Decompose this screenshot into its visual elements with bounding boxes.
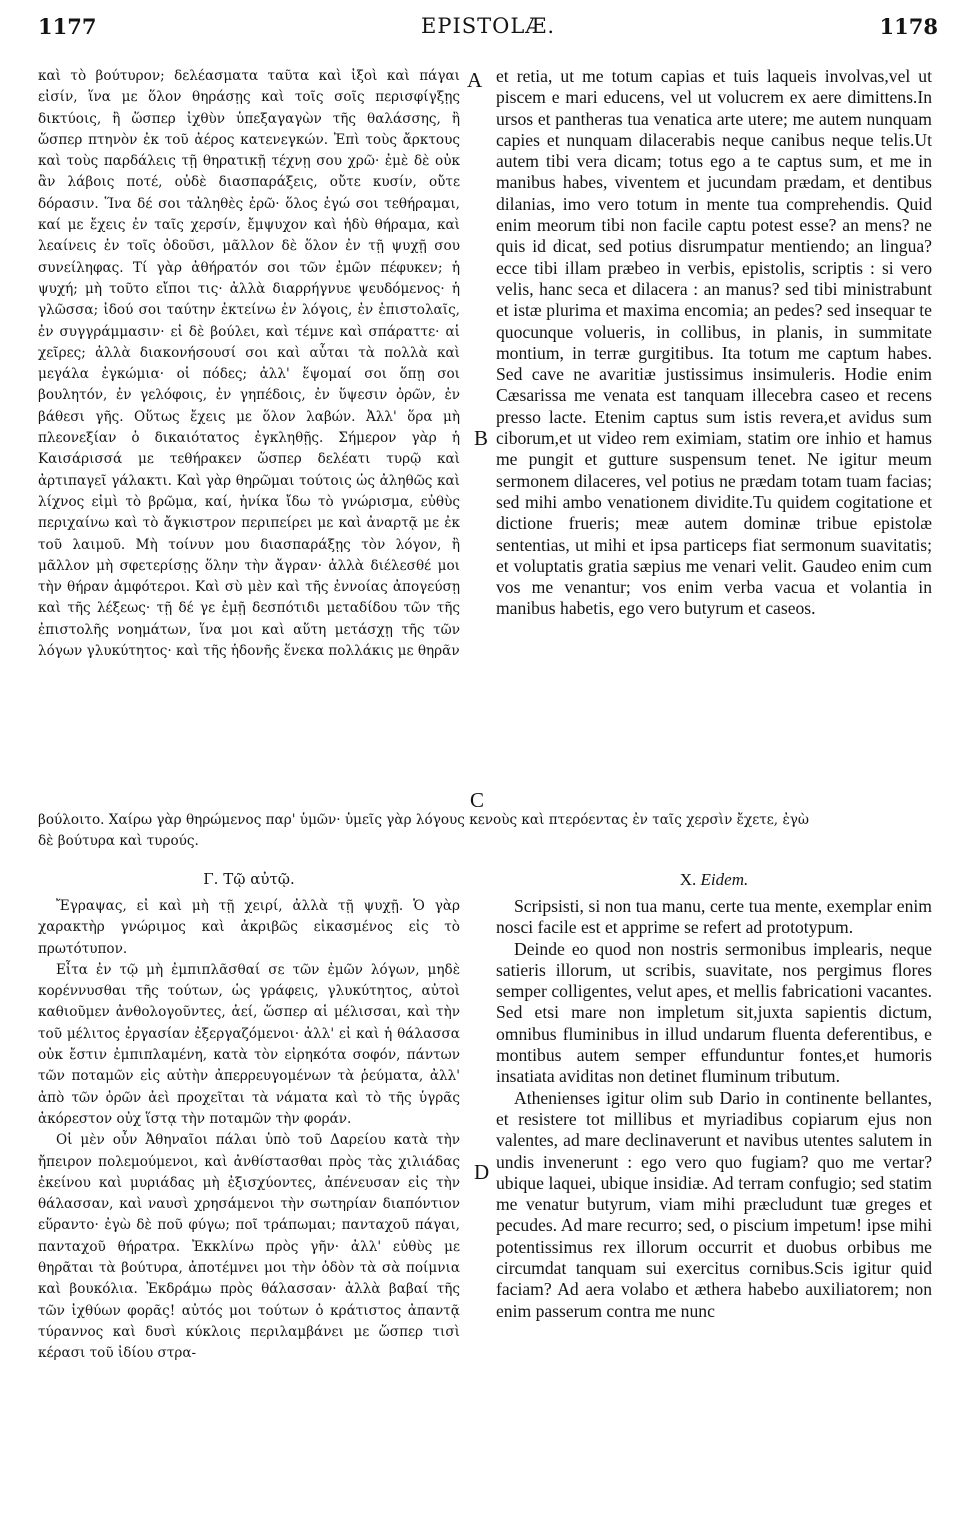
latin-title-number: X. [679,870,697,889]
latin-column-bottom [496,896,932,1322]
latin-letter-title [496,870,932,890]
latin-paragraph: Athenienses igitur olim sub Dario in continente bellantes, et resistere tot millibus et myriadibus copiarum ejus non valentes, ad mare declinaverunt et navibus utentes salutem in undis invenerunt : ego vero quo fugiam? quo me vertar? ubique laquei, ubique insidiæ. Ad terram confugio; sed statim me venatur butyrum, viam mihi præcludunt tuæ greges et pecudes. Ad mare recurro; sed, o piscium impetum! ipse mihi potentissimus rex illorum occurrit et duobus orbibus me circumdat tanquam sui exercitus cornibus.Scis igitur quid faciam? Ad aera volabo et æthera habebo auxiliatorem; non enim passerum contra me nunc [496,1087,932,1321]
bridge-end-text: δὲ βούτυρα καὶ τυρούς. [38,833,199,849]
bridge-end [38,831,938,852]
greek-title-text: Γ. Τῷ αὐτῷ. [203,870,295,888]
page-header [38,14,938,48]
greek-column-top [38,66,460,662]
greek-column-bottom [38,896,460,1365]
latin-column-top [496,66,932,620]
running-title: EPISTOLÆ. [420,14,555,38]
greek-paragraph: Οἱ μὲν οὖν Ἀθηναῖοι πάλαι ὑπὸ τοῦ Δαρείου κατὰ τὴν ἤπειρον πολεμούμενοι, καὶ ἀνθίστασθαι πρὸς τὰς χιλιάδας ἐκείνου καὶ μυριάδας μὴ ἐξισχύοντες, ἀπένευσαν εἰς τὴν θάλασσαν, καὶ ναυσὶ χρησάμενοι τὴν σωτηρίαν διαπόντιον εὕραντο· ἐγὼ δὲ ποῦ φύγω; ποῖ τράπωμαι; πανταχοῦ πάγαι, πανταχοῦ θήρατρα. Ἐκκλίνω πρὸς γῆν· ἀλλ' εὐθὺς με θηρᾶται τὰ βούτυρα, ἀποτέμνει μοι τὴν ὁδὸν τὰ σὰ ποίμνια καὶ βουκόλια. Ἐκδράμω πρὸς θάλασσαν· ἀλλὰ βαβαί τῆς τῶν ἰχθύων φορᾶς! αὐτός μοι τούτων ὁ κράτιστος ἀπαντᾷ τύραννος καὶ δυσὶ κύκλοις περιλαμβάνει με ὥσπερ τισὶ κέρασι τοῦ ἰδίου στρα- [38,1132,460,1362]
margin-marker-c: C [470,788,485,812]
margin-marker-a: A [467,68,483,92]
latin-paragraph: Scripsisti, si non tua manu, certe tua mente, exemplar enim nosci facile est et apprime se refert ad prototypum. [496,896,932,938]
left-page-number: 1177 [38,14,97,39]
bridge-line-text: βούλοιτο. Χαίρω γὰρ θηρώμενος παρ' ὑμῶν· ὑμεῖς γὰρ λόγους κενοὺς καὶ πτερόεντας ἐν ταῖς χερσὶν ἔχετε, ἐγὼ [38,812,809,828]
greek-text-top: καὶ τὸ βούτυρον; δελέασματα ταῦτα καὶ ἰξοὶ καὶ πάγαι εἰσίν, ἵνα με ὅλον θηράσῃς καὶ τοῖς σοῖς περισφίγξῃς δικτύοις, ἢ ὥσπερ ἰχθὺν ὑπεξαγαγὼν τῆς θαλάσσης, ἢ ὥσπερ πτηνὸν ἐκ τοῦ ἀέρος κατενεγκών. Ἐπὶ τοὺς ἄρκτους καὶ τοὺς παρδάλεις τῇ θηρατικῇ τέχνῃ σου χρῶ· ἐμὲ δὲ οὐκ ἂν λάβοις ποτέ, οὐδὲ διασπαράξεις, οὔτε κυσίν, οὔτε δόρασιν. Ἵνα δέ σοι τἀληθὲς ἐρῶ· ὅλος ἐγώ σοι τεθήραμαι, καί με ἔχεις ἐν ταῖς χερσίν, ἔμψυχον καὶ ἡδὺ θήραμα, καὶ λεαίνεις ἐν τοῖς ὀδοῦσι, μᾶλλον δὲ ὅλον ἐν τῇ ψυχῇ σου συνείληφας. Τί γὰρ ἀθήρατόν σοι τῶν ἐμῶν πέφυκεν; ἡ ψυχή; μὴ τοῦτο εἴποι τις· ἀλλὰ διαρρήγνυε ψευδόμενος· ἡ γλῶσσα; ἰδού σοι ταύτην ἐκτείνω ἐν λόγοις, ἐν ἐπιστολαῖς, ἐν συγγράμμασιν· εἰ δὲ βούλει, καὶ τέμνε καὶ σπάραττε· αἱ χεῖρες; ἀλλὰ διακονήσουσί σοι καὶ αὗται τὰ πολλὰ καὶ μεγάλα ἐγκώμια· οἱ πόδες; ἀλλ' ἕψομαί σοι ὅπῃ σοι βουλητόν, ἐν γελόφοις, ἐν γηπέδοις, ἐν ὕψεσιν ὀρῶν, ἐν βάθεσι γῆς. Οὕτως ἔχεις με ὅλον λαβών. Ἀλλ' ὅρα μὴ πλεονεξίαν ὁ δικαιότατος ἐγκληθῇς. Σήμερον γὰρ ἡ Καισάρισσά με τεθήρακεν ὥσπερ δελέατι τυρῷ καὶ ἀρτιπαγεῖ γάλακτι. Καὶ γὰρ θηρῶμαι τούτοις ὡς ἀληθῶς καὶ λίχνος εἰμὶ τὸ βρῶμα, καί, ἡνίκα ἴδω τὸ γνώρισμα, εὐθὺς περιχαίνω καὶ τὸ ἄγκιστρον περιπείρει με καὶ ἀναρτᾷ με ἐκ τοῦ λαιμοῦ. Μὴ τοίνυν μου διασπαράξῃς τὸν λόγον, ἢ μᾶλλον μὴ σφετερίσῃς ὅλην τὴν ἄγραν· ἀλλὰ διέλεσθέ μοι τὴν θήραν ἀμφότεροι. Καὶ σὺ μὲν καὶ τῆς ἐννοίας ἀπογεύσῃ καὶ τῆς λέξεως· τῇ δέ γε ἐμῇ δεσπότιδι μεταδίδου τῶν τῆς ἐπιστολῆς νοημάτων, ἵνα μοι καὶ αὕτη μετάσχῃ τῆς τῶν λόγων γλυκύτητος· καὶ τῆς ἡδονῆς ἕνεκα πολλάκις με θηρᾶν [38,68,460,660]
greek-paragraph: Εἶτα ἐν τῷ μὴ ἐμπιπλᾶσθαί σε τῶν ἐμῶν λόγων, μηδὲ κορέννυσθαι τῆς τούτων, ὡς γράφεις, γλυκύτητος, αὐτοὶ καθιοῦμεν ἀνθολογοῦντες, ἀεί, ὥσπερ αἱ μέλισσαι, καὶ τὴν τοῦ μέλιτος ἐργασίαν ἐξεργαζόμενοι· ἀλλ' εἰ καὶ ἡ θάλασσα οὐκ ἔστιν ἐμπιπλαμένη, κατὰ τὸν εἰρηκότα σοφόν, πάντων τῶν ποταμῶν εἰς αὐτὴν ἀπερρευγομένων τὰ ῥεύματα, ἀλλ' ἀπὸ τῶν ὀρῶν ἀεὶ προχεῖται τὰ νάματα καὶ τὸ τῆς ὑγρᾶς ἀκόρεστον οὐχ ἵστᾳ τὴν ποταμῶν τὴν φοράν. [38,961,460,1127]
latin-text-top: et retia, ut me totum capias et tuis laqueis involvas,vel ut piscem e mari educens, vel ut volucrem ex aere dimittens.In ursos et pantheras tua venatica arte utere; me autem nunquam capies et nunquam dilacerabis neque canibus neque telis.Ut autem tibi vera dicam; totus ego a te captus sum, et me in manibus habes, viventem et jucundam prædam, et dentibus dilanias, imo vero totum in mente tua comprehendis. Quid enim meorum tibi non facile captu potest esse? an mens? ne quis id dicat, sed potius disrumpatur mentiendo; an lingua? ecce tibi illam præbeo in verbis, epistolis, scriptis : si vero velis, hanc seca et dilacera : an manus? sed tibi ministrabunt et istæ plurima et maxima encomia; an pedes? sed insequar te quocunque volueris, in collibus, in planis, in summitate montium, in terræ gurgitibus. Ita totum me captum habes. Sed cave ne avaritiæ justissimus insimuleris. Hodie enim Cæsarissa me venata est tanquam illecebra caseo et recens presso lacte. Etenim captus sum istis revera,et avidus sum ciborum,et ut video rem eximiam, statim ore inhio et hamus me pungit et gutture suspensum tenet. Ne igitur meum sermonem dilaceres, vel potius ne prædam totam tuam facias; sed mihi ambo venationem dividite.Tu quidem cogitatione et dictione frueris; meæ autem dominæ tribue epistolæ sententias, ut mihi et ipsa particeps fiat sermonum suavitatis; et voluptatis gratia sæpius me venari velit. Gaudeo enim cum vos me venantur; vos enim verba vacua et volantia in manibus habetis, ego vero butyrum et caseos. [496,66,932,619]
latin-paragraph: Deinde eo quod non nostris sermonibus implearis, neque satieris illorum, ut scribis, suavitate, nos pergimus flores semper colligentes, velut apes, et mellis fabricationi vacantes. Sed etsi mare non impletum sit,juxta sapientis dictum, omnibus fluminibus in illud undarum fluenta deferentibus, e montibus autem semper effunduntur fontes,et humoris insatiata aviditas non detinet fluminum tributum. [496,938,932,1087]
margin-marker-d: D [474,1160,490,1184]
latin-title-name: Eidem. [700,870,749,889]
bridge-line [38,810,938,831]
greek-paragraph: Ἔγραψας, εἰ καὶ μὴ τῇ χειρί, ἀλλὰ τῇ ψυχῇ. Ὁ γὰρ χαρακτὴρ γνώριμος καὶ ἀκριβῶς εἰκασμένος εἰς τὸ πρωτότυπον. [38,898,460,957]
right-page-number: 1178 [879,14,938,39]
margin-marker-b: B [474,426,489,450]
greek-letter-title [38,870,460,888]
